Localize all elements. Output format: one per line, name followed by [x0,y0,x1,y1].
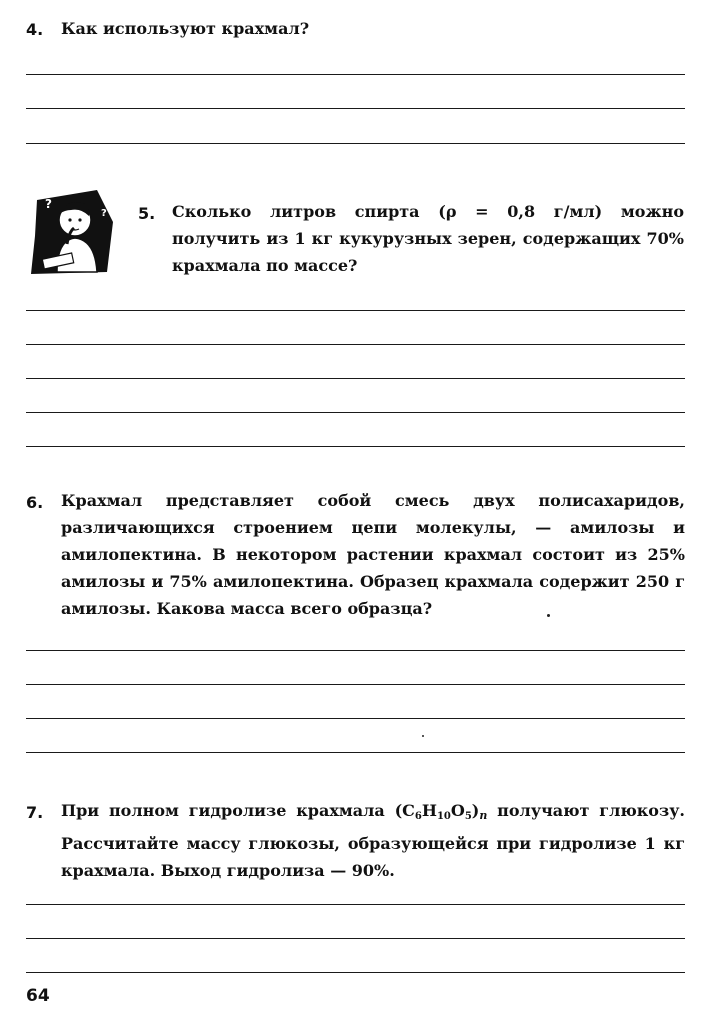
print-speck [547,614,550,617]
question-6-number: 6. [26,493,44,512]
page-number: 64 [26,986,50,1006]
question-5-text: Сколько литров спирта (ρ = 0,8 г/мл) можно получить из 1 кг кукурузных зерен, содержащих 70% крахмала по массе? [172,202,684,275]
svg-text:?: ? [101,208,107,219]
question-4-number: 4. [26,20,44,39]
question-5-number: 5. [138,204,156,223]
question-7-text: При полном гидролизе крахмала $(C_6H_{10}O_5)n$ получают глюкозу. Рассчитайте массу глюкозы, образующейся при гидролизе 1 кг крахмала. Выход гидролиза — 90%. [61,801,685,880]
answer-line[interactable] [26,972,685,973]
answer-line[interactable] [26,310,685,311]
answer-line[interactable] [26,718,685,719]
question-4-text: Как используют крахмал? [61,19,310,38]
answer-line[interactable] [26,344,685,345]
answer-line[interactable] [26,938,685,939]
svg-text:?: ? [45,197,52,211]
answer-line[interactable] [26,378,685,379]
print-speck [422,735,424,737]
question-6-text: Крахмал представляет собой смесь двух полисахаридов, различающихся строением цепи молекулы, — амилозы и амилопектина. В некотором растении крахмал состоит из 25% амилозы и 75% амилопектина. Образец крахмала содержит 250 г амилозы. Какова масса всего образца? [61,491,685,618]
answer-line[interactable] [26,143,685,144]
thinking-student-illustration [27,186,119,278]
answer-line[interactable] [26,650,685,651]
answer-line[interactable] [26,904,685,905]
answer-line[interactable] [26,446,685,447]
starch-formula: $(C_6H_{10}O_5)n$ [394,801,488,822]
answer-line[interactable] [26,74,685,75]
answer-line[interactable] [26,684,685,685]
answer-line[interactable] [26,412,685,413]
answer-line[interactable] [26,752,685,753]
answer-line[interactable] [26,108,685,109]
question-7-number: 7. [26,803,44,822]
